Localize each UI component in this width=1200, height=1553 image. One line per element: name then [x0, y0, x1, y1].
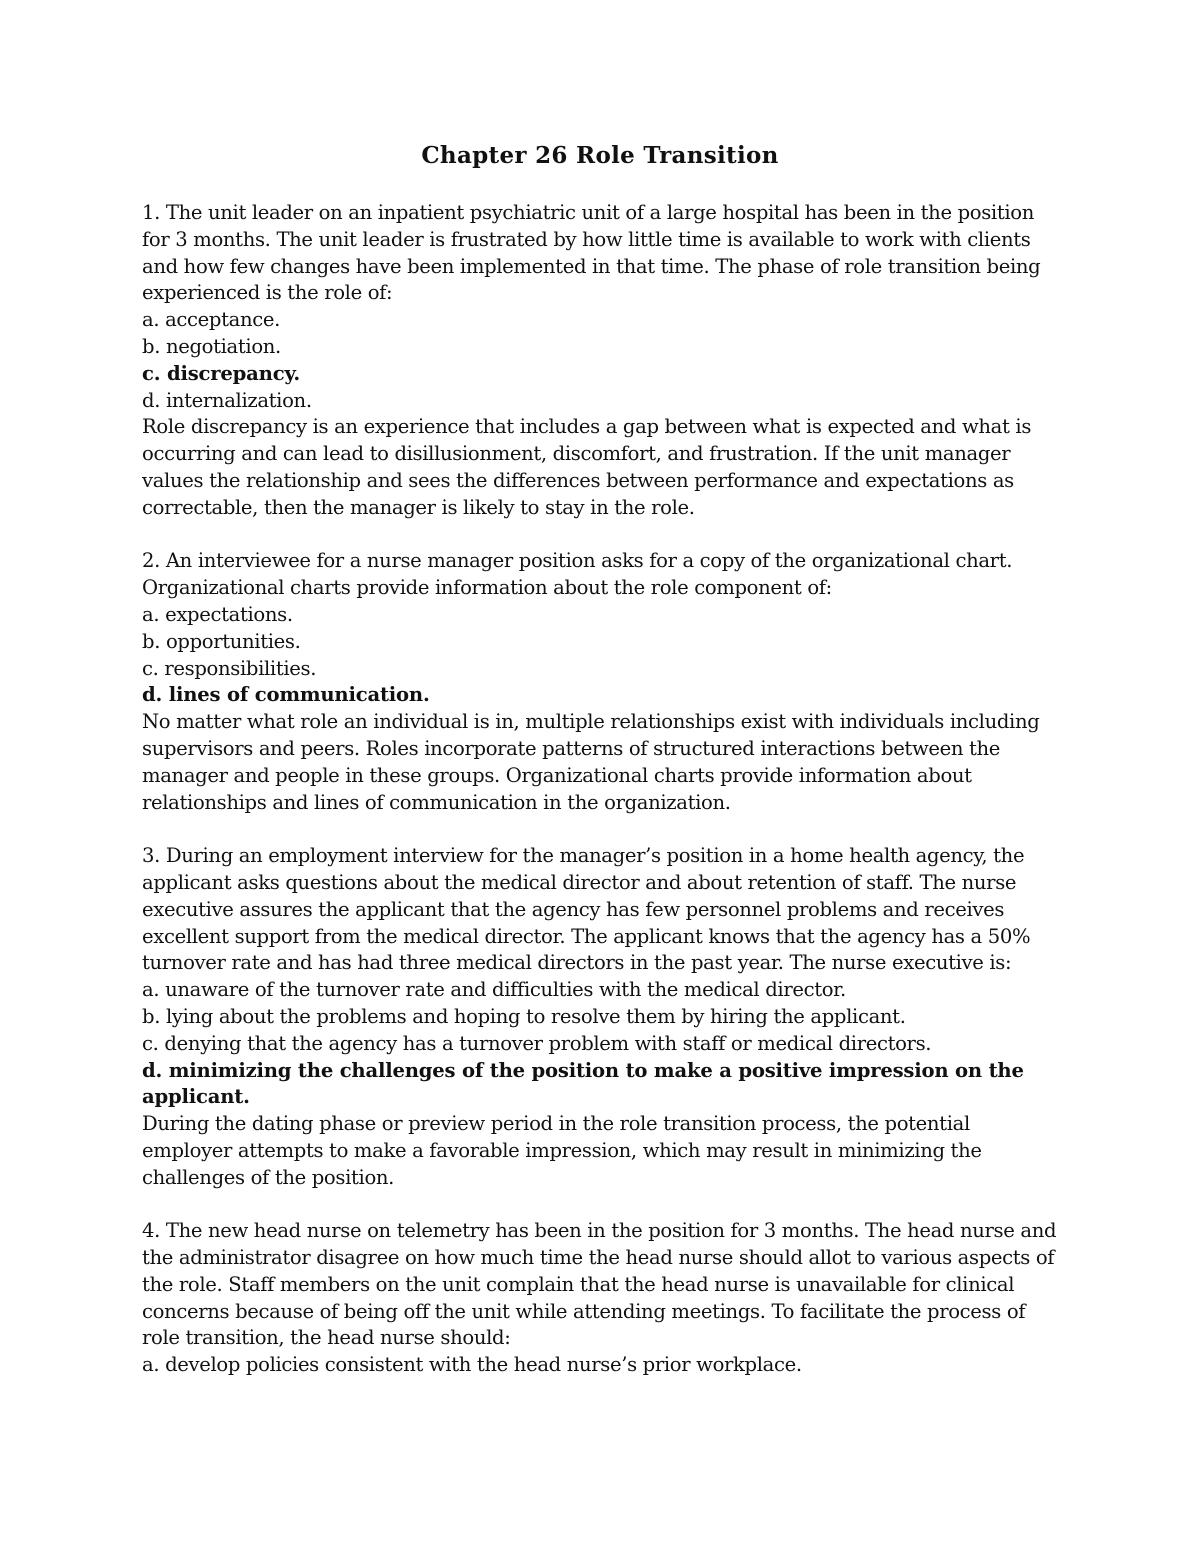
question-2	[142, 548, 1062, 816]
answer-rationale: Role discrepancy is an experience that includes a gap between what is expected and what is occurring and can lead to disillusionment, discomfort, and frustration. If the unit manager values the relationship and sees the differences between performance and expectations as correctable, then the manager is likely to stay in the role.	[142, 415, 1032, 519]
answer-option-a: a. develop policies consistent with the head nurse’s prior workplace.	[142, 1353, 802, 1377]
answer-option-c: c. responsibilities.	[142, 656, 317, 680]
correct-answer-option-d: d. lines of communication.	[142, 683, 430, 707]
answer-option-a: a. acceptance.	[142, 308, 280, 332]
correct-answer-option-d: d. minimizing the challenges of the position to make a positive impression on the applicant.	[142, 1058, 1024, 1109]
question-4	[142, 1218, 1062, 1379]
answer-option-d: d. internalization.	[142, 388, 312, 412]
question-1	[142, 200, 1062, 522]
correct-answer-option-c: c. discrepancy.	[142, 361, 300, 385]
answer-rationale: During the dating phase or preview period in the role transition process, the potential employer attempts to make a favorable impression, which may result in minimizing the challenges of the position.	[142, 1112, 982, 1189]
question-stem: 1. The unit leader on an inpatient psychiatric unit of a large hospital has been in the position for 3 months. The unit leader is frustrated by how little time is available to work with clients and how few changes have been implemented in that time. The phase of role transition being experienced is the role of:	[142, 201, 1041, 305]
answer-option-a: a. unaware of the turnover rate and difficulties with the medical director.	[142, 978, 846, 1002]
answer-option-b: b. negotiation.	[142, 334, 281, 358]
question-stem: 2. An interviewee for a nurse manager position asks for a copy of the organizational chart. Organizational charts provide information about the role component of:	[142, 549, 1013, 600]
question-stem: 4. The new head nurse on telemetry has been in the position for 3 months. The head nurse and the administrator disagree on how much time the head nurse should allot to various aspects of the role. Staff members on the unit complain that the head nurse is unavailable for clinical concerns because of being off the unit while attending meetings. To facilitate the process of role transition, the head nurse should:	[142, 1219, 1057, 1350]
answer-option-b: b. lying about the problems and hoping to resolve them by hiring the applicant.	[142, 1004, 906, 1028]
answer-rationale: No matter what role an individual is in, multiple relationships exist with individuals including supervisors and peers. Roles incorporate patterns of structured interactions between the manager and people in these groups. Organizational charts provide information about relationships and lines of communication in the organization.	[142, 710, 1040, 814]
answer-option-c: c. denying that the agency has a turnover problem with staff or medical directors.	[142, 1031, 932, 1055]
question-list	[142, 200, 1062, 1379]
question-stem: 3. During an employment interview for the manager’s position in a home health agency, the applicant asks questions about the medical director and about retention of staff. The nurse executive assures the applicant that the agency has few personnel problems and receives excellent support from the medical director. The applicant knows that the agency has a 50% turnover rate and has had three medical directors in the past year. The nurse executive is:	[142, 844, 1031, 975]
question-3	[142, 843, 1062, 1191]
page-title: Chapter 26 Role Transition	[421, 142, 779, 169]
answer-option-a: a. expectations.	[142, 602, 293, 626]
answer-option-b: b. opportunities.	[142, 629, 301, 653]
